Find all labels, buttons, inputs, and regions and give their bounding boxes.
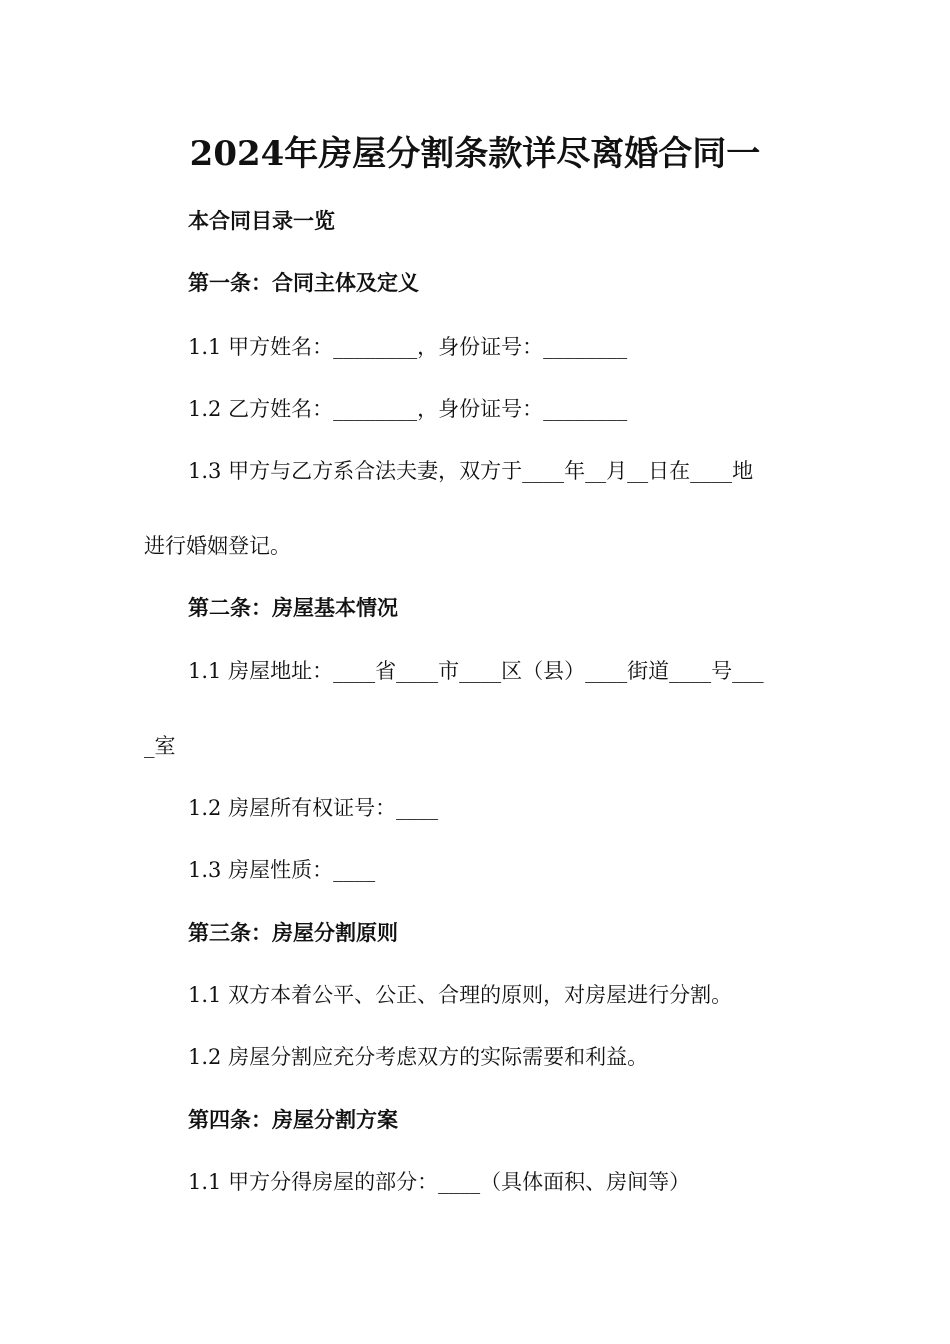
section-heading-2: 第二条：房屋基本情况 — [188, 595, 398, 620]
clause-1-2: 1.2 乙方姓名：________，身份证号：________ — [188, 397, 628, 421]
clause-1-1: 1.1 甲方姓名：________，身份证号：________ — [188, 335, 628, 359]
section-heading-1: 第一条：合同主体及定义 — [188, 270, 419, 295]
clause-2-1: 1.1 房屋地址：____省____市____区（县）____街道____号___ — [188, 659, 764, 683]
clause-1-3-continuation: 进行婚姻登记。 — [144, 534, 291, 558]
clause-3-1: 1.1 双方本着公平、公正、合理的原则，对房屋进行分割。 — [188, 983, 733, 1007]
clause-4-1: 1.1 甲方分得房屋的部分：____（具体面积、房间等） — [188, 1170, 691, 1194]
clause-3-2: 1.2 房屋分割应充分考虑双方的实际需要和利益。 — [188, 1045, 649, 1069]
clause-1-3: 1.3 甲方与乙方系合法夫妻，双方于____年__月__日在____地 — [188, 459, 754, 483]
clause-2-1-continuation: _室 — [144, 734, 176, 758]
section-heading-3: 第三条：房屋分割原则 — [188, 920, 398, 945]
section-heading-4: 第四条：房屋分割方案 — [188, 1107, 398, 1132]
document-title: 2024年房屋分割条款详尽离婚合同一 — [189, 134, 761, 174]
clause-2-2: 1.2 房屋所有权证号：____ — [188, 796, 439, 820]
toc-heading: 本合同目录一览 — [188, 208, 335, 233]
clause-2-3: 1.3 房屋性质：____ — [188, 858, 376, 882]
